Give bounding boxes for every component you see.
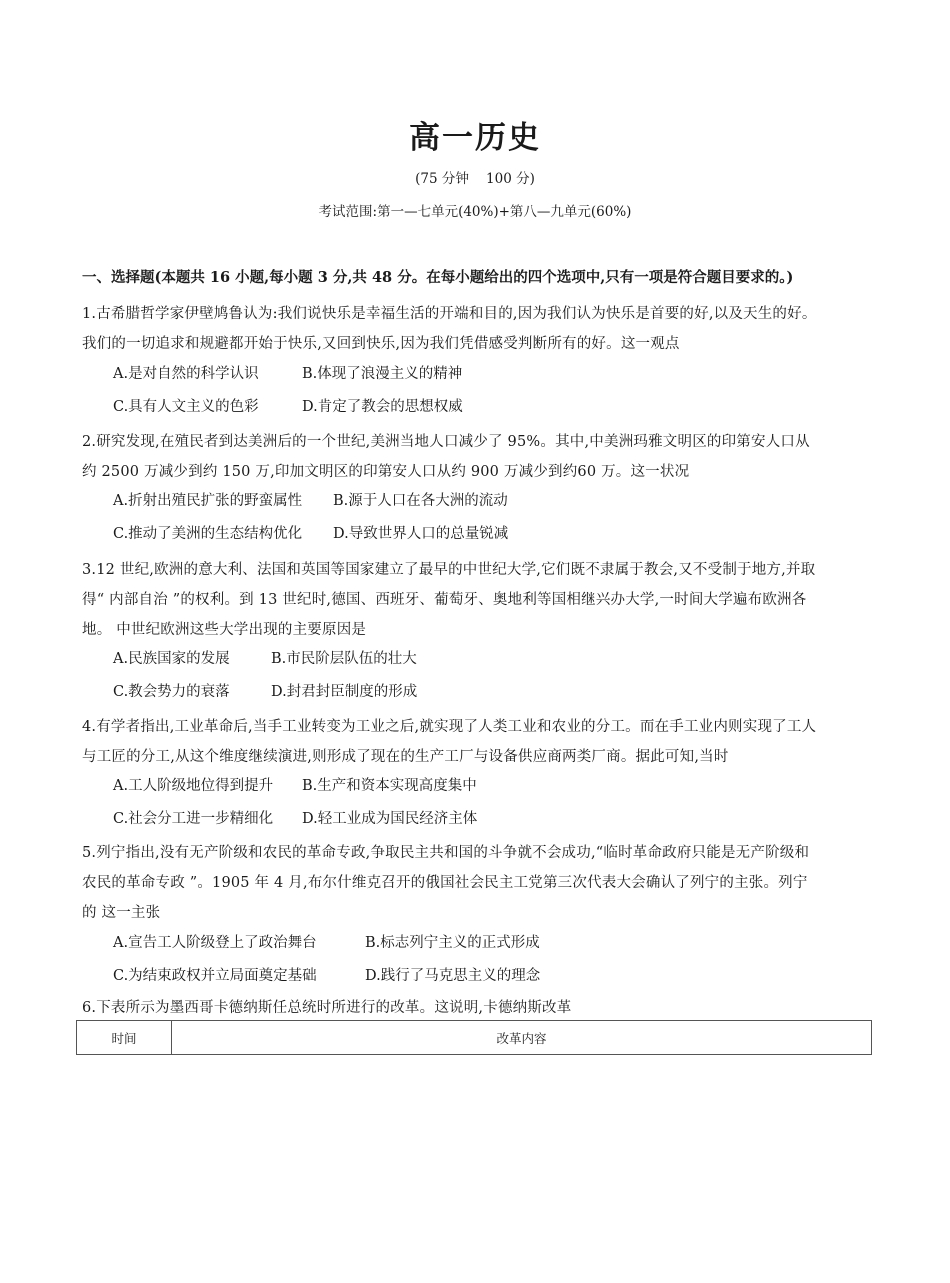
question-1-option-c: C.具有人文主义的色彩 bbox=[113, 399, 259, 415]
question-3-option-c: C.教会势力的衰落 bbox=[113, 684, 230, 700]
question-6-line-1: 6.下表所示为墨西哥卡德纳斯任总统时所进行的改革。这说明,卡德纳斯改革 bbox=[82, 1000, 572, 1016]
question-1-line-1: 1.古希腊哲学家伊壁鸠鲁认为:我们说快乐是幸福生活的开端和目的,因为我们认为快乐是首要的好,以及天生的好。 bbox=[82, 306, 817, 322]
question-1-option-b: B.体现了浪漫主义的精神 bbox=[302, 366, 463, 382]
page-title: 高一历史 bbox=[409, 120, 541, 156]
question-4-option-b: B.生产和资本实现高度集中 bbox=[302, 778, 477, 794]
question-1-option-a: A.是对自然的科学认识 bbox=[113, 366, 259, 382]
question-2-line-1: 2.研究发现,在殖民者到达美洲后的一个世纪,美洲当地人口减少了 95%。其中,中美洲玛雅文明区的印第安人口从 bbox=[82, 434, 810, 450]
question-5-option-d: D.践行了马克思主义的理念 bbox=[365, 968, 541, 984]
question-3-line-3: 地。 中世纪欧洲这些大学出现的主要原因是 bbox=[82, 622, 367, 638]
question-4-line-1: 4.有学者指出,工业革命后,当手工业转变为工业之后,就实现了人类工业和农业的分工。而在手工业内则实现了工人 bbox=[82, 719, 817, 735]
question-4-option-a: A.工人阶级地位得到提升 bbox=[113, 778, 274, 794]
question-2-line-2: 约 2500 万减少到约 150 万,印加文明区的印第安人口从约 900 万减少到约60 万。这一状况 bbox=[82, 464, 690, 480]
question-3-option-a: A.民族国家的发展 bbox=[113, 651, 230, 667]
exam-scope: 考试范围:第一—七单元(40%)+第八—九单元(60%) bbox=[318, 204, 632, 220]
question-1-line-2: 我们的一切追求和规避都开始于快乐,又回到快乐,因为我们凭借感受判断所有的好。这一观点 bbox=[82, 336, 680, 352]
question-2-option-d: D.导致世界人口的总量锐减 bbox=[333, 526, 509, 542]
exam-duration-score: (75 分钟 100 分) bbox=[415, 171, 535, 187]
question-4-line-2: 与工匠的分工,从这个维度继续演进,则形成了现在的生产工厂与设备供应商两类厂商。据此可知,当时 bbox=[82, 749, 729, 765]
question-4-option-c: C.社会分工进一步精细化 bbox=[113, 811, 274, 827]
question-4-option-d: D.轻工业成为国民经济主体 bbox=[302, 811, 478, 827]
reform-table bbox=[76, 1020, 872, 1055]
question-5-line-3: 的 这一主张 bbox=[82, 905, 161, 921]
question-3-option-d: D.封君封臣制度的形成 bbox=[271, 684, 418, 700]
question-5-option-b: B.标志列宁主义的正式形成 bbox=[365, 935, 540, 951]
question-5-option-c: C.为结束政权并立局面奠定基础 bbox=[113, 968, 317, 984]
question-1-option-d: D.肯定了教会的思想权威 bbox=[302, 399, 463, 415]
table-header-content: 改革内容 bbox=[496, 1030, 547, 1046]
question-3-line-2: 得“ 内部自治 ”的权利。到 13 世纪时,德国、西班牙、葡萄牙、奥地利等国相继兴办大学,一时间大学遍布欧洲各 bbox=[82, 592, 807, 608]
question-2-option-a: A.折射出殖民扩张的野蛮属性 bbox=[113, 493, 303, 509]
table-header-time: 时间 bbox=[77, 1021, 172, 1054]
question-2-option-b: B.源于人口在各大洲的流动 bbox=[333, 493, 508, 509]
question-5-line-2: 农民的革命专政 ”。1905 年 4 月,布尔什维克召开的俄国社会民主工党第三次代表大会确认了列宁的主张。列宁 bbox=[82, 875, 808, 891]
section-heading: 一、选择题(本题共 16 小题,每小题 3 分,共 48 分。在每小题给出的四个选项中,只有一项是符合题目要求的。) bbox=[82, 269, 794, 286]
question-5-line-1: 5.列宁指出,没有无产阶级和农民的革命专政,争取民主共和国的斗争就不会成功,“临时革命政府只能是无产阶级和 bbox=[82, 845, 810, 861]
question-3-option-b: B.市民阶层队伍的壮大 bbox=[271, 651, 417, 667]
question-5-option-a: A.宣告工人阶级登上了政治舞台 bbox=[113, 935, 317, 951]
question-2-option-c: C.推动了美洲的生态结构优化 bbox=[113, 526, 303, 542]
question-3-line-1: 3.12 世纪,欧洲的意大利、法国和英国等国家建立了最早的中世纪大学,它们既不隶属于教会,又不受制于地方,并取 bbox=[82, 562, 816, 578]
